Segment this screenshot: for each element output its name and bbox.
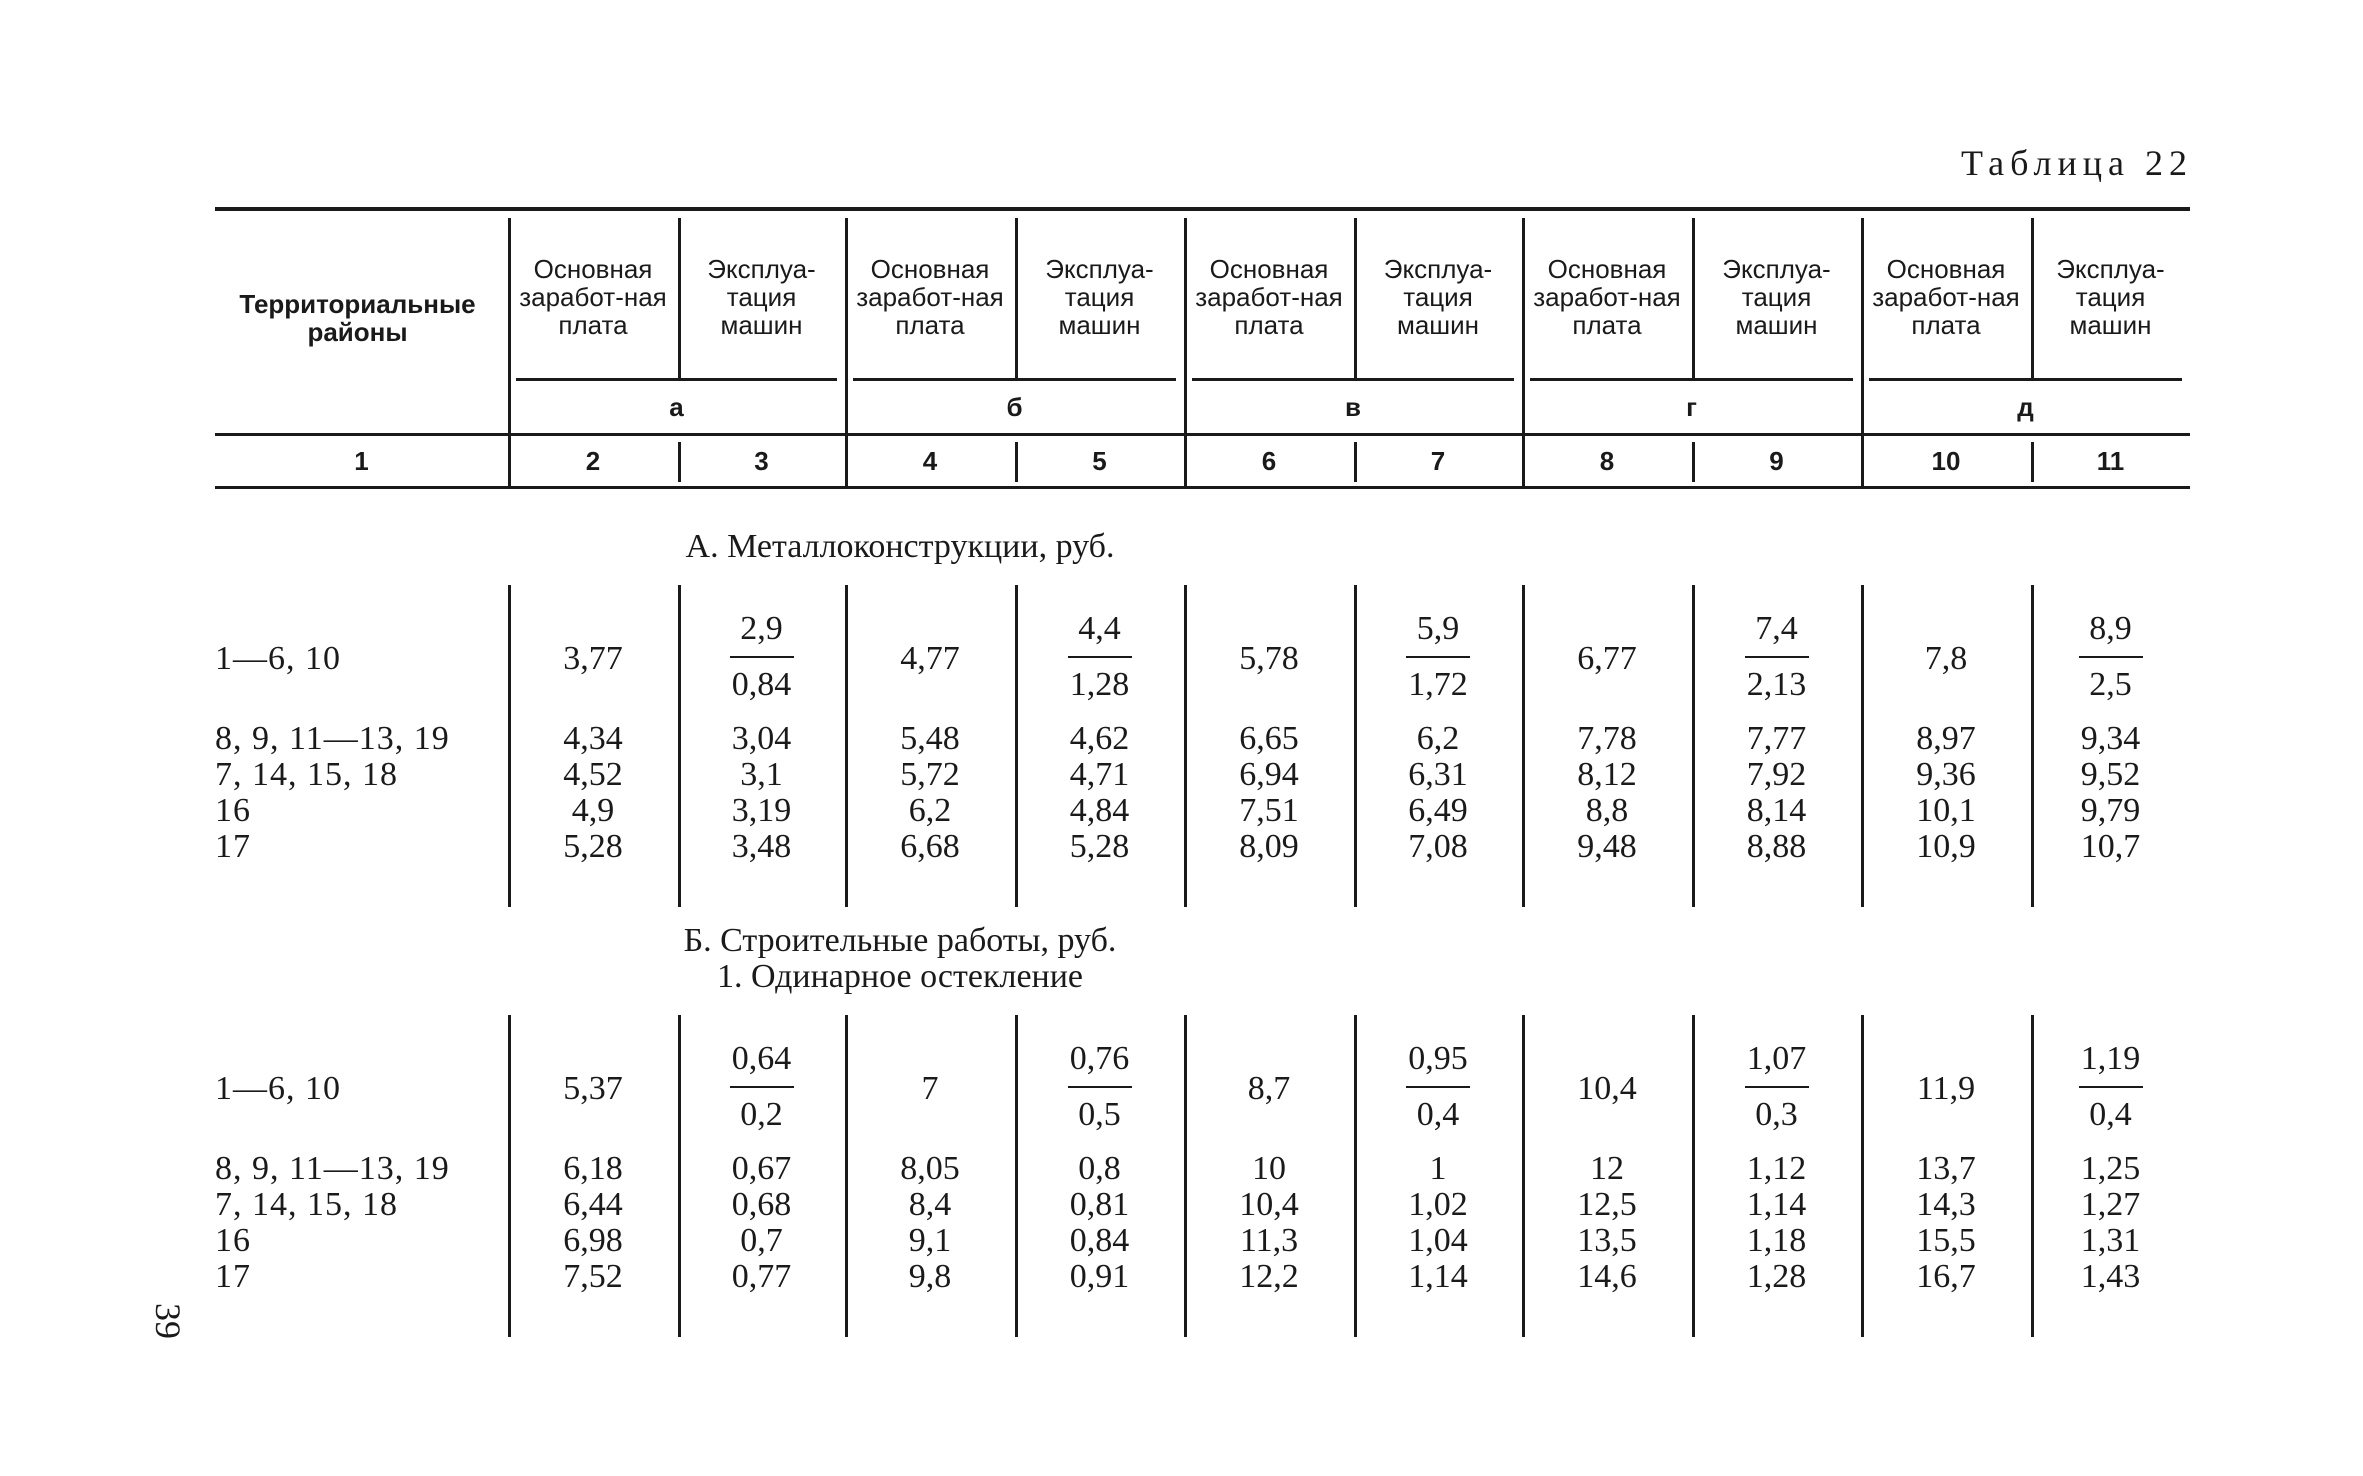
fraction-cell bbox=[678, 1040, 845, 1134]
table-cell: 6,49 bbox=[1408, 792, 1468, 829]
table-cell: 6,68 bbox=[900, 828, 960, 865]
fraction-cell bbox=[2031, 610, 2190, 704]
table-cell: 4,34 bbox=[563, 720, 623, 757]
section_a-divider-6 bbox=[1522, 585, 1525, 907]
fraction-denominator: 0,3 bbox=[1755, 1096, 1798, 1133]
group-rule-а bbox=[516, 378, 837, 381]
table-cell: 13,5 bbox=[1577, 1222, 1637, 1259]
fraction-denominator: 0,84 bbox=[731, 666, 792, 703]
section_a-divider-2 bbox=[845, 585, 848, 907]
header-bottom-rule bbox=[215, 486, 2190, 489]
table-cell: 10,4 bbox=[1239, 1186, 1299, 1223]
column-number-4: 4 bbox=[922, 446, 938, 476]
column-number-7: 7 bbox=[1430, 446, 1446, 476]
region-label: 8, 9, 11—13, 19 bbox=[215, 1150, 450, 1187]
fraction-numerator: 1,19 bbox=[2080, 1040, 2141, 1077]
section_b-divider-9 bbox=[2031, 1015, 2034, 1337]
table-cell: 16,7 bbox=[1916, 1258, 1976, 1295]
fraction-bar bbox=[730, 656, 794, 658]
section_a-divider-9 bbox=[2031, 585, 2034, 907]
column-number-3: 3 bbox=[754, 446, 769, 476]
group-letter-в: в bbox=[1345, 392, 1361, 422]
table-cell: 8,97 bbox=[1916, 720, 1976, 757]
section_b-subtitle: 1. Одинарное остекление bbox=[716, 958, 1084, 995]
table-cell: 4,84 bbox=[1069, 792, 1130, 829]
fraction-numerator: 0,64 bbox=[731, 1040, 792, 1077]
header-num-divider-7 bbox=[1692, 442, 1695, 482]
section_b-divider-0 bbox=[508, 1015, 511, 1337]
table-cell: 3,19 bbox=[731, 792, 792, 829]
column-number-11: 11 bbox=[2096, 446, 2125, 476]
column-header-7: Эксплуа-тация машин bbox=[1383, 254, 1493, 340]
header-subdivider-1 bbox=[678, 218, 681, 378]
table-cell: 5,78 bbox=[1239, 640, 1299, 677]
table-cell: 6,2 bbox=[908, 792, 952, 829]
table-cell: 10,9 bbox=[1916, 828, 1976, 865]
table-cell: 0,91 bbox=[1069, 1258, 1130, 1295]
header-divider-2 bbox=[845, 218, 848, 488]
table-cell: 0,84 bbox=[1069, 1222, 1130, 1259]
column-header-11: Эксплуа-тация машин bbox=[2056, 254, 2165, 340]
fraction-numerator: 0,95 bbox=[1408, 1040, 1468, 1077]
table-cell: 4,9 bbox=[571, 792, 615, 829]
table-cell: 0,67 bbox=[731, 1150, 792, 1187]
region-label: 7, 14, 15, 18 bbox=[215, 756, 398, 793]
table-cell: 7,8 bbox=[1924, 640, 1968, 677]
section_b-divider-6 bbox=[1522, 1015, 1525, 1337]
table-cell: 1,14 bbox=[1408, 1258, 1468, 1295]
section_a-divider-0 bbox=[508, 585, 511, 907]
header-num-divider-5 bbox=[1354, 442, 1357, 482]
fraction-cell bbox=[1015, 1040, 1184, 1134]
table-cell: 9,8 bbox=[908, 1258, 952, 1295]
column-number-9: 9 bbox=[1769, 446, 1784, 476]
fraction-bar bbox=[2079, 1086, 2143, 1088]
table-cell: 0,77 bbox=[731, 1258, 792, 1295]
region-label: 17 bbox=[215, 828, 251, 865]
section_b-divider-8 bbox=[1861, 1015, 1864, 1337]
page-number: 39 bbox=[148, 1303, 188, 1339]
column-number-2: 2 bbox=[585, 446, 601, 476]
table-title: Таблица 22 bbox=[1961, 143, 2193, 183]
table-cell: 12 bbox=[1590, 1150, 1624, 1187]
fraction-bar bbox=[730, 1086, 794, 1088]
region-label: 16 bbox=[215, 1222, 251, 1259]
table-cell: 6,2 bbox=[1416, 720, 1460, 757]
table-cell: 7,52 bbox=[563, 1258, 623, 1295]
section_a-divider-5 bbox=[1354, 585, 1357, 907]
table-cell: 1,04 bbox=[1408, 1222, 1468, 1259]
column-header-6: Основная заработ-ная плата bbox=[1195, 254, 1343, 340]
table-cell: 6,18 bbox=[563, 1150, 623, 1187]
column-number-8: 8 bbox=[1599, 446, 1615, 476]
table-cell: 8,4 bbox=[908, 1186, 952, 1223]
region-label: 1—6, 10 bbox=[215, 1070, 341, 1107]
table-cell: 1,43 bbox=[2080, 1258, 2141, 1295]
table-cell: 5,28 bbox=[563, 828, 623, 865]
section_a-divider-1 bbox=[678, 585, 681, 907]
table-cell: 1,12 bbox=[1746, 1150, 1807, 1187]
table-cell: 8,8 bbox=[1585, 792, 1629, 829]
table-cell: 3,1 bbox=[740, 756, 783, 793]
fraction-numerator: 0,76 bbox=[1069, 1040, 1130, 1077]
table-cell: 10,4 bbox=[1577, 1070, 1637, 1107]
fraction-numerator: 2,9 bbox=[740, 610, 783, 647]
table-cell: 8,14 bbox=[1746, 792, 1807, 829]
fraction-cell bbox=[1692, 610, 1861, 704]
group-letter-б: б bbox=[1006, 392, 1023, 422]
section_b-divider-3 bbox=[1015, 1015, 1018, 1337]
table-cell: 12,2 bbox=[1239, 1258, 1299, 1295]
column-number-1: 1 bbox=[354, 446, 369, 476]
table-cell: 0,8 bbox=[1078, 1150, 1121, 1187]
header-num-divider-9 bbox=[2031, 442, 2034, 482]
section_b-divider-7 bbox=[1692, 1015, 1695, 1337]
table-cell: 8,7 bbox=[1247, 1070, 1291, 1107]
fraction-denominator: 1,28 bbox=[1069, 666, 1130, 703]
table-cell: 9,48 bbox=[1577, 828, 1637, 865]
table-cell: 1,31 bbox=[2080, 1222, 2141, 1259]
table-cell: 1,27 bbox=[2080, 1186, 2141, 1223]
column-number-5: 5 bbox=[1092, 446, 1107, 476]
table-cell: 0,68 bbox=[731, 1186, 792, 1223]
fraction-numerator: 4,4 bbox=[1078, 610, 1121, 647]
fraction-bar bbox=[1745, 656, 1809, 658]
section_b-divider-1 bbox=[678, 1015, 681, 1337]
fraction-numerator: 1,07 bbox=[1746, 1040, 1807, 1077]
group-rule-г bbox=[1530, 378, 1853, 381]
section_b-divider-2 bbox=[845, 1015, 848, 1337]
table-cell: 8,12 bbox=[1577, 756, 1637, 793]
fraction-cell bbox=[678, 610, 845, 704]
table-cell: 3,04 bbox=[731, 720, 792, 757]
group-letter-д: д bbox=[2017, 392, 2034, 422]
table-cell: 7,77 bbox=[1746, 720, 1807, 757]
table-cell: 1,02 bbox=[1408, 1186, 1468, 1223]
table-cell: 3,48 bbox=[731, 828, 792, 865]
fraction-denominator: 0,4 bbox=[1416, 1096, 1460, 1133]
group-rule-б bbox=[853, 378, 1176, 381]
column-header-9: Эксплуа-тация машин bbox=[1722, 254, 1831, 340]
section_b-title: Б. Строительные работы, руб. bbox=[683, 922, 1117, 959]
column-header-8: Основная заработ-ная плата bbox=[1533, 254, 1681, 340]
table-cell: 11,3 bbox=[1239, 1222, 1299, 1259]
fraction-bar bbox=[1068, 1086, 1132, 1088]
table-cell: 4,71 bbox=[1069, 756, 1130, 793]
table-cell: 1 bbox=[1429, 1150, 1447, 1187]
fraction-bar bbox=[2079, 656, 2143, 658]
table-cell: 9,36 bbox=[1916, 756, 1976, 793]
region-label: 17 bbox=[215, 1258, 251, 1295]
fraction-bar bbox=[1745, 1086, 1809, 1088]
section_a-divider-7 bbox=[1692, 585, 1695, 907]
fraction-cell bbox=[2031, 1040, 2190, 1134]
table-cell: 15,5 bbox=[1916, 1222, 1976, 1259]
table-cell: 7,08 bbox=[1408, 828, 1468, 865]
section_a-divider-3 bbox=[1015, 585, 1018, 907]
table-cell: 1,14 bbox=[1746, 1186, 1807, 1223]
table-cell: 5,48 bbox=[900, 720, 960, 757]
fraction-numerator: 7,4 bbox=[1755, 610, 1798, 647]
table-cell: 6,77 bbox=[1577, 640, 1637, 677]
table-cell: 14,6 bbox=[1577, 1258, 1637, 1295]
table-cell: 13,7 bbox=[1916, 1150, 1976, 1187]
table-cell: 4,77 bbox=[900, 640, 960, 677]
fraction-numerator: 5,9 bbox=[1416, 610, 1460, 647]
section_b-divider-4 bbox=[1184, 1015, 1187, 1337]
column-header-4: Основная заработ-ная плата bbox=[856, 254, 1004, 340]
section_a-title: А. Металлоконструкции, руб. bbox=[685, 528, 1115, 565]
fraction-bar bbox=[1068, 656, 1132, 658]
table-cell: 8,88 bbox=[1746, 828, 1807, 865]
table-cell: 9,79 bbox=[2080, 792, 2141, 829]
header-divider-8 bbox=[1861, 218, 1864, 488]
column-number-6: 6 bbox=[1261, 446, 1277, 476]
table-cell: 6,31 bbox=[1408, 756, 1468, 793]
header-divider-0 bbox=[508, 218, 511, 488]
table-cell: 6,65 bbox=[1239, 720, 1299, 757]
column-header-5: Эксплуа-тация машин bbox=[1045, 254, 1154, 340]
section_b-divider-5 bbox=[1354, 1015, 1357, 1337]
fraction-denominator: 0,2 bbox=[740, 1096, 783, 1133]
table-cell: 7 bbox=[921, 1070, 939, 1107]
table-cell: 6,44 bbox=[563, 1186, 623, 1223]
fraction-denominator: 1,72 bbox=[1408, 666, 1468, 703]
table-cell: 10,7 bbox=[2080, 828, 2141, 865]
fraction-cell bbox=[1354, 610, 1522, 704]
header-num-divider-3 bbox=[1015, 442, 1018, 482]
header-top-rule bbox=[215, 207, 2190, 211]
header-subdivider-7 bbox=[1692, 218, 1695, 378]
column-header-2: Основная заработ-ная плата bbox=[519, 254, 667, 340]
table-cell: 10,1 bbox=[1916, 792, 1976, 829]
table-cell: 9,52 bbox=[2080, 756, 2141, 793]
table-cell: 6,98 bbox=[563, 1222, 623, 1259]
table-cell: 6,94 bbox=[1239, 756, 1299, 793]
fraction-cell bbox=[1015, 610, 1184, 704]
column-header-3: Эксплуа-тация машин bbox=[707, 254, 816, 340]
header-num-divider-1 bbox=[678, 442, 681, 482]
table-cell: 8,05 bbox=[900, 1150, 960, 1187]
table-cell: 0,7 bbox=[740, 1222, 783, 1259]
header-subdivider-5 bbox=[1354, 218, 1357, 378]
region-column-header: Территориальные районы bbox=[239, 289, 476, 347]
group-rule-в bbox=[1192, 378, 1514, 381]
section_a-divider-8 bbox=[1861, 585, 1864, 907]
header-subdivider-3 bbox=[1015, 218, 1018, 378]
table-cell: 5,72 bbox=[900, 756, 960, 793]
fraction-denominator: 0,5 bbox=[1078, 1096, 1121, 1133]
header-divider-6 bbox=[1522, 218, 1525, 488]
table-cell: 7,51 bbox=[1239, 792, 1299, 829]
header-number-rule bbox=[215, 433, 2190, 436]
region-label: 8, 9, 11—13, 19 bbox=[215, 720, 450, 757]
table-cell: 9,34 bbox=[2080, 720, 2141, 757]
fraction-cell bbox=[1692, 1040, 1861, 1134]
table-cell: 1,25 bbox=[2080, 1150, 2141, 1187]
region-label: 1—6, 10 bbox=[215, 640, 341, 677]
table-cell: 11,9 bbox=[1916, 1070, 1976, 1107]
fraction-cell bbox=[1354, 1040, 1522, 1134]
table-cell: 12,5 bbox=[1577, 1186, 1637, 1223]
column-number-10: 10 bbox=[1931, 446, 1961, 476]
table-cell: 1,18 bbox=[1746, 1222, 1807, 1259]
column-header-10: Основная заработ-ная плата bbox=[1872, 254, 2020, 340]
fraction-bar bbox=[1406, 656, 1470, 658]
table-cell: 7,78 bbox=[1577, 720, 1637, 757]
table-cell: 4,62 bbox=[1069, 720, 1130, 757]
header-divider-4 bbox=[1184, 218, 1187, 488]
group-letter-г: г bbox=[1686, 392, 1697, 422]
table-cell: 5,37 bbox=[563, 1070, 623, 1107]
table-cell: 8,09 bbox=[1239, 828, 1299, 865]
table-cell: 5,28 bbox=[1069, 828, 1130, 865]
table-cell: 7,92 bbox=[1746, 756, 1807, 793]
fraction-bar bbox=[1406, 1086, 1470, 1088]
fraction-denominator: 2,13 bbox=[1746, 666, 1807, 703]
fraction-denominator: 0,4 bbox=[2089, 1096, 2132, 1133]
table-cell: 0,81 bbox=[1069, 1186, 1130, 1223]
table-cell: 1,28 bbox=[1746, 1258, 1807, 1295]
section_a-divider-4 bbox=[1184, 585, 1187, 907]
region-label: 7, 14, 15, 18 bbox=[215, 1186, 398, 1223]
table-cell: 3,77 bbox=[563, 640, 623, 677]
header-subdivider-9 bbox=[2031, 218, 2034, 378]
group-letter-а: а bbox=[669, 392, 684, 422]
table-cell: 14,3 bbox=[1916, 1186, 1976, 1223]
table-cell: 10 bbox=[1252, 1150, 1286, 1187]
fraction-numerator: 8,9 bbox=[2089, 610, 2132, 647]
fraction-denominator: 2,5 bbox=[2089, 666, 2132, 703]
table-cell: 9,1 bbox=[908, 1222, 952, 1259]
region-label: 16 bbox=[215, 792, 251, 829]
group-rule-д bbox=[1869, 378, 2182, 381]
table-cell: 4,52 bbox=[563, 756, 623, 793]
